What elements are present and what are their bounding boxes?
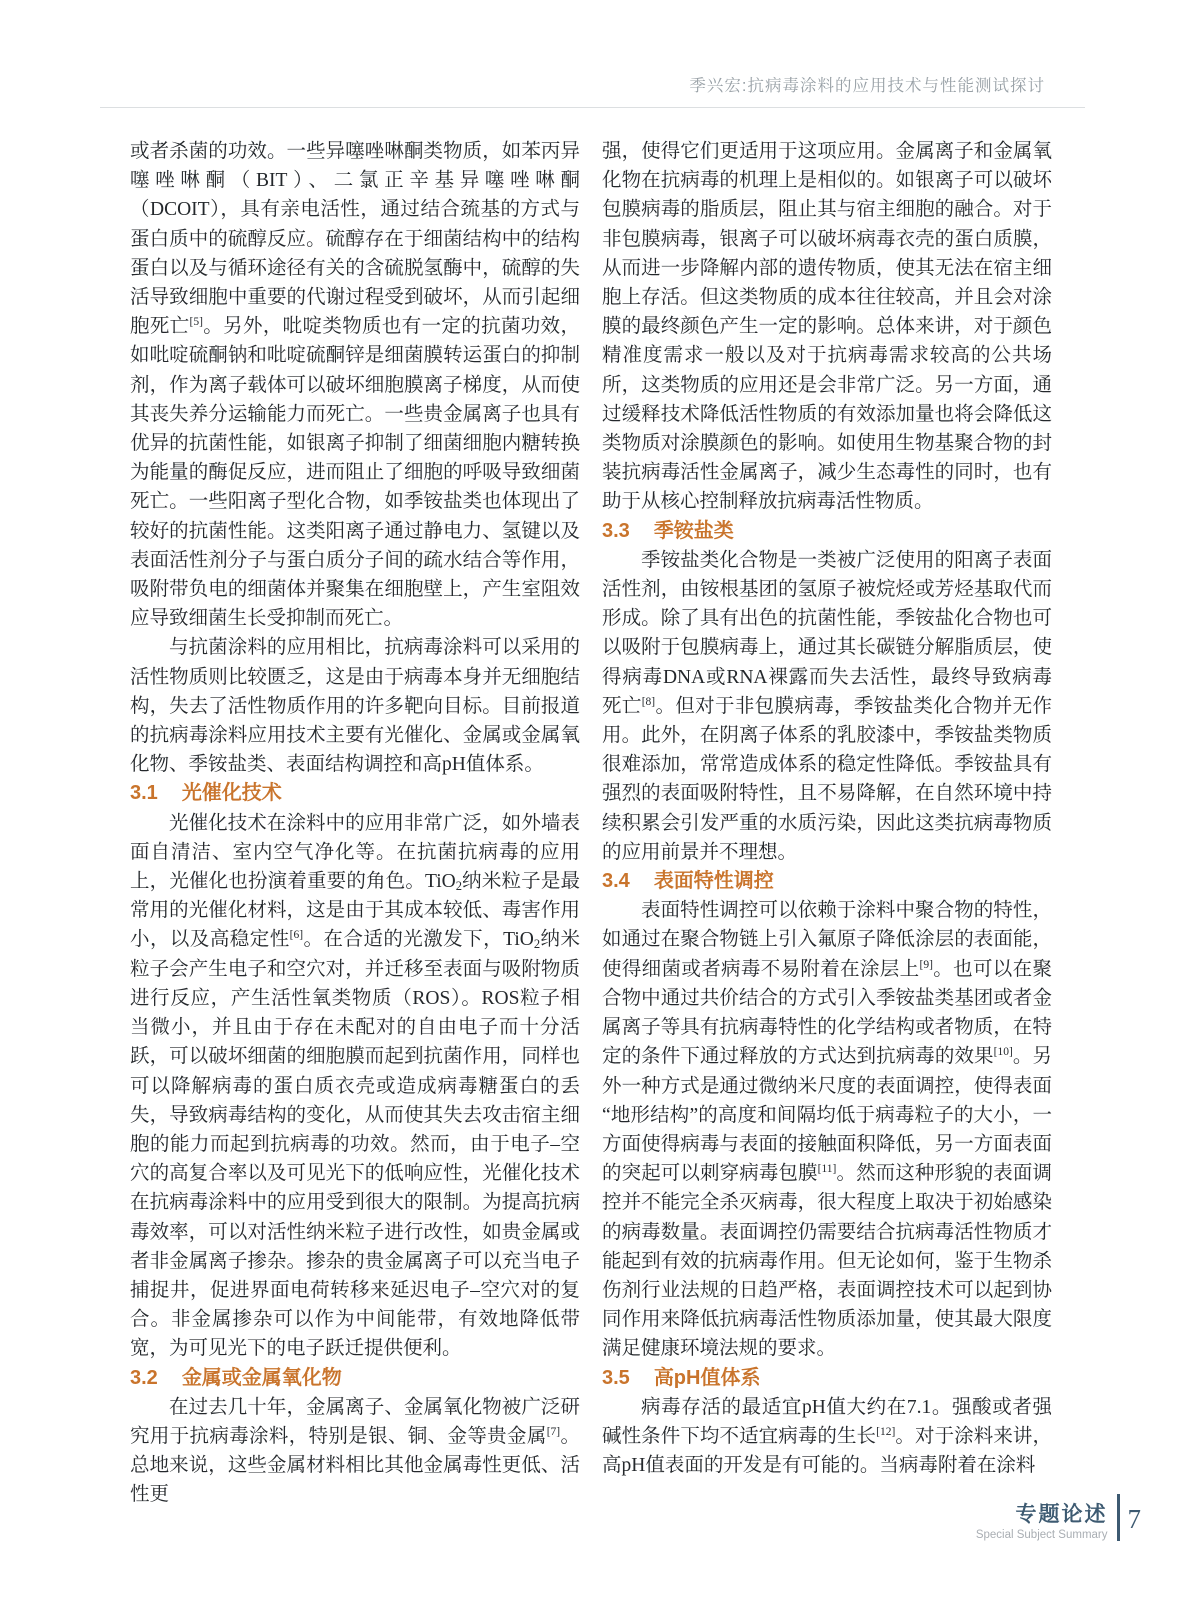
citation-ref: [5] [189, 316, 203, 329]
text-run: 光催化技术在涂料中的应用非常广泛，如外墙表面自清洁、室内空气净化等。在抗菌抗病毒的应用上，光催化也扮演着重要的角色。TiO [130, 812, 580, 893]
section-heading [602, 1364, 1052, 1393]
citation-ref: [11] [817, 1163, 837, 1176]
text-run: 。也可以在聚合物中通过共价结合的方式引入季铵盐类基团或者金属离子等具有抗病毒特性的化学结构或者物质，在特定的条件下通过释放的方式达到抗病毒的效果 [602, 958, 1052, 1068]
paragraph [602, 896, 1052, 1363]
chemical-subscript: 2 [455, 879, 462, 894]
section-number: 3.1 [130, 782, 158, 805]
text-run: 纳米粒子会产生电子和空穴对，并迁移至表面与吸附物质进行反应，产生活性氧类物质（ROS）。ROS粒子相当微小，并且由于存在未配对的自由电子而十分活跃，可以破坏细菌的细胞膜而起到抗菌作用，同样也可以降解病毒的蛋白质衣壳或造成病毒糖蛋白的丢失，导致病毒结构的变化，从而使其失去攻击宿主细胞的能力而起到抗病毒的功效。然而，由于电子–空穴的高复合率以及可见光下的低响应性，光催化技术在抗病毒涂料中的应用受到很大的限制。为提高抗病毒效率，可以对活性纳米粒子进行改性，如贵金属或者非金属离子掺杂。掺杂的贵金属离子可以充当电子捕捉井，促进界面电荷转移来延迟电子–空穴对的复合。非金属掺杂可以作为中间能带，有效地降低带宽，为可见光下的电子跃迁提供便利。 [130, 929, 580, 1360]
citation-ref: [12] [876, 1425, 896, 1438]
paragraph [602, 546, 1052, 867]
footer-section-block [976, 1494, 1117, 1541]
citation-ref: [6] [289, 929, 304, 942]
section-number: 3.3 [602, 519, 630, 542]
text-run: 纳米粒子是最常用的光催化材料，这是由于其成本较低、毒害作用小，以及高稳定性 [130, 871, 580, 951]
section-number: 3.2 [130, 1366, 158, 1389]
text-run: 季铵盐类化合物是一类被广泛使用的阳离子表面活性剂，由铵根基团的氢原子被烷烃或芳烃基取代而形成。除了具有出色的抗菌性能，季铵盐化合物也可以吸附于包膜病毒上，通过其长碳链分解脂质层，使得病毒DNA或RNA裸露而失去活性，最终导致病毒死亡 [602, 549, 1052, 717]
paragraph [130, 1393, 580, 1510]
section-heading [130, 1364, 580, 1393]
text-run: 与抗菌涂料的应用相比，抗病毒涂料可以采用的活性物质则比较匮乏，这是由于病毒本身并无细胞结构，失去了活性物质作用的许多靶向目标。目前报道的抗病毒涂料应用技术主要有光催化、金属或金属氧化物、季铵盐类、表面结构调控和高pH值体系。 [130, 637, 580, 776]
section-heading [602, 867, 1052, 896]
section-title: 金属或金属氧化物 [181, 1366, 342, 1389]
citation-ref: [9] [919, 958, 933, 971]
section-title: 高pH值体系 [653, 1366, 761, 1389]
citation-ref: [10] [993, 1046, 1013, 1059]
text-run: 在过去几十年，金属离子、金属氧化物被广泛研究用于抗病毒涂料，特别是银、铜、金等贵金属 [130, 1396, 580, 1447]
paragraph [130, 633, 580, 779]
page-number: 7 [1127, 1504, 1141, 1534]
section-title: 表面特性调控 [653, 870, 774, 893]
running-header [100, 72, 1085, 108]
text-run: 。在合适的光激发下，TiO [303, 929, 534, 951]
page-footer [976, 1494, 1141, 1541]
section-number: 3.4 [602, 870, 630, 893]
footer-section-title-en: Special Subject Summary [975, 1529, 1108, 1541]
paragraph [602, 137, 1052, 517]
paragraph [130, 809, 580, 1364]
running-title: 季兴宏:抗病毒涂料的应用技术与性能测试探讨 [689, 77, 1045, 95]
column-right [602, 137, 1052, 1510]
citation-ref: [8] [641, 695, 656, 708]
section-number: 3.5 [602, 1366, 630, 1389]
paragraph [602, 1393, 1052, 1481]
chemical-subscript: 2 [533, 937, 541, 952]
column-left [130, 137, 580, 1510]
footer-section-title-cn: 专题论述 [1015, 1503, 1108, 1526]
section-heading [130, 779, 580, 808]
paragraph [130, 137, 580, 633]
section-title: 季铵盐类 [653, 519, 734, 542]
section-heading [602, 517, 1052, 546]
text-run: 。对于涂料来讲，高pH值表面的开发是有可能的。当病毒附着在涂料 [602, 1425, 1052, 1477]
text-run: 表面特性调控可以依赖于涂料中聚合物的特性，如通过在聚合物链上引入氟原子降低涂层的表面能，使得细菌或者病毒不易附着在涂层上 [602, 900, 1052, 980]
text-run: 或者杀菌的功效。一些异噻唑啉酮类物质，如苯丙异噻唑啉酮（BIT）、二氯正辛基异噻唑啉酮（DCOIT），具有亲电活性，通过结合巯基的方式与蛋白质中的硫醇反应。硫醇存在于细菌结构中的结构蛋白以及与循环途径有关的含硫脱氢酶中，硫醇的失活导致细胞中重要的代谢过程受到破坏，从而引起细胞死亡 [130, 141, 580, 338]
text-run: 。但对于非包膜病毒，季铵盐类化合物并无作用。此外，在阴离子体系的乳胶漆中，季铵盐类物质很难添加，常常造成体系的稳定性降低。季铵盐具有强烈的表面吸附特性，且不易降解，在自然环境中持续积累会引发严重的水质污染，因此这类抗病毒物质的应用前景并不理想。 [602, 695, 1052, 863]
text-run: 病毒存活的最适宜pH值大约在7.1。强酸或者强碱性条件下均不适宜病毒的生长 [602, 1396, 1052, 1447]
content-area [130, 137, 1052, 1510]
section-title: 光催化技术 [181, 782, 282, 805]
text-run: 。另外，吡啶类物质也有一定的抗菌功效，如吡啶硫酮钠和吡啶硫酮锌是细菌膜转运蛋白的抑制剂，作为离子载体可以破坏细胞膜离子梯度，从而使其丧失养分运输能力而死亡。一些贵金属离子也具有优异的抗菌性能，如银离子抑制了细菌细胞内糖转换为能量的酶促反应，进而阻止了细胞的呼吸导致细菌死亡。一些阳离子型化合物，如季铵盐类也体现出了较好的抗菌性能。这类阳离子通过静电力、氢键以及表面活性剂分子与蛋白质分子间的疏水结合等作用，吸附带负电的细菌体并聚集在细胞壁上，产生室阻效应导致细菌生长受抑制而死亡。 [130, 316, 580, 630]
text-run: 。总地来说，这些金属材料相比其他金属毒性更低、活性更 [130, 1425, 580, 1506]
text-run: 。另外一种方式是通过微纳米尺度的表面调控，使得表面“地形结构”的高度和间隔均低于病毒粒子的大小，一方面使得病毒与表面的接触面积降低，另一方面表面的突起可以刺穿病毒包膜 [602, 1046, 1052, 1185]
text-run: 强，使得它们更适用于这项应用。金属离子和金属氧化物在抗病毒的机理上是相似的。如银离子可以破坏包膜病毒的脂质层，阻止其与宿主细胞的融合。对于非包膜病毒，银离子可以破坏病毒衣壳的蛋白质膜，从而进一步降解内部的遗传物质，使其无法在宿主细胞上存活。但这类物质的成本往往较高，并且会对涂膜的最终颜色产生一定的影响。总体来讲，对于颜色精准度需求一般以及对于抗病毒需求较高的公共场所，这类物质的应用还是会非常广泛。另一方面，通过缓释技术降低活性物质的有效添加量也将会降低这类物质对涂膜颜色的影响。如使用生物基聚合物的封装抗病毒活性金属离子，减少生态毒性的同时，也有助于从核心控制释放抗病毒活性物质。 [602, 141, 1052, 513]
citation-ref: [7] [546, 1425, 561, 1438]
text-run: 。然而这种形貌的表面调控并不能完全杀灭病毒，很大程度上取决于初始感染的病毒数量。表面调控仍需要结合抗病毒活性物质才能起到有效的抗病毒作用。但无论如何，鉴于生物杀伤剂行业法规的日趋严格，表面调控技术可以起到协同作用来降低抗病毒活性物质添加量，使其最大限度满足健康环境法规的要求。 [602, 1163, 1052, 1360]
